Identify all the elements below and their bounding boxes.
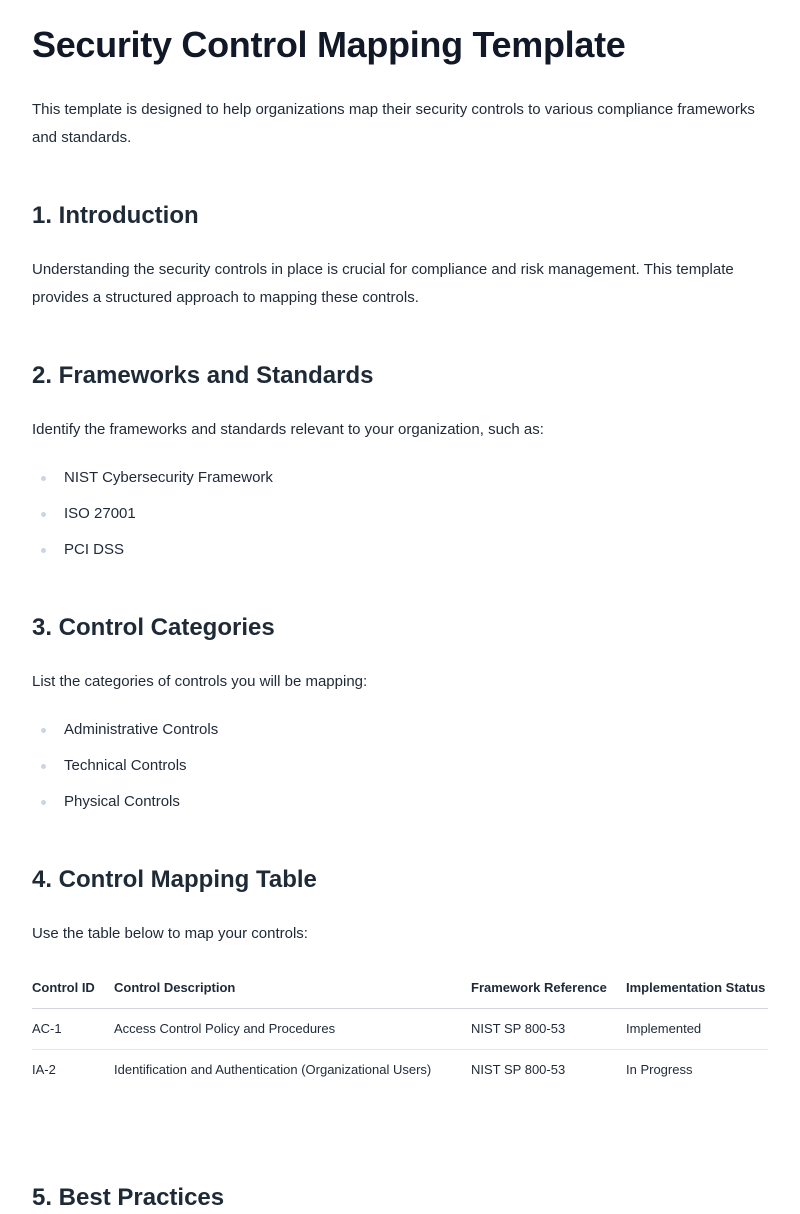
- list-item-label: Physical Controls: [64, 793, 180, 810]
- section-heading-categories: 3. Control Categories: [32, 614, 275, 641]
- categories-list: [32, 712, 768, 820]
- section-heading-best-practices: 5. Best Practices: [32, 1184, 225, 1211]
- bullet-icon: [41, 764, 46, 769]
- list-item: [32, 712, 768, 748]
- column-header-implementation-status: Implementation Status: [626, 976, 768, 1009]
- list-item-label: NIST Cybersecurity Framework: [64, 469, 273, 486]
- frameworks-paragraph: Identify the frameworks and standards relevant to your organization, such as:: [32, 421, 544, 438]
- introduction-paragraph: Understanding the security controls in place is crucial for compliance and risk management. This template provides a structured approach to mapping these controls.: [32, 261, 734, 306]
- list-item: [32, 460, 768, 496]
- list-item: [32, 496, 768, 532]
- list-item-label: Technical Controls: [64, 757, 187, 774]
- list-item: [32, 748, 768, 784]
- section-heading-frameworks: 2. Frameworks and Standards: [32, 362, 374, 389]
- list-item: [32, 532, 768, 568]
- control-mapping-table: [32, 976, 768, 1090]
- frameworks-list: [32, 460, 768, 568]
- column-header-framework-reference: Framework Reference: [471, 976, 626, 1009]
- table-cell-implementation-status: In Progress: [626, 1062, 693, 1077]
- list-item-label: ISO 27001: [64, 505, 136, 522]
- table-cell-control-id: IA-2: [32, 1062, 56, 1077]
- bullet-icon: [41, 728, 46, 733]
- bullet-icon: [41, 548, 46, 553]
- bullet-icon: [41, 800, 46, 805]
- categories-paragraph: List the categories of controls you will be mapping:: [32, 673, 368, 690]
- list-item-label: Administrative Controls: [64, 721, 219, 738]
- table-cell-control-description: Access Control Policy and Procedures: [114, 1009, 471, 1050]
- column-header-control-id: Control ID: [32, 976, 114, 1009]
- bullet-icon: [41, 512, 46, 517]
- table-row: [32, 1009, 768, 1050]
- table-cell-control-description: Identification and Authentication (Organizational Users): [114, 1062, 432, 1077]
- column-header-control-description: Control Description: [114, 976, 471, 1009]
- bullet-icon: [41, 476, 46, 481]
- table-cell-implementation-status: Implemented: [626, 1009, 768, 1050]
- table-row: [32, 1050, 768, 1091]
- intro-paragraph: This template is designed to help organizations map their security controls to various compliance frameworks and standards.: [32, 101, 755, 146]
- table-header-row: [32, 976, 768, 1009]
- table-cell-framework-reference: NIST SP 800-53: [471, 1062, 566, 1077]
- page-title: Security Control Mapping Template: [32, 24, 626, 65]
- table-cell-control-id: AC-1: [32, 1009, 114, 1050]
- section-heading-introduction: 1. Introduction: [32, 202, 199, 229]
- table-cell-framework-reference: NIST SP 800-53: [471, 1009, 626, 1050]
- list-item-label: PCI DSS: [64, 541, 125, 558]
- mapping-table-paragraph: Use the table below to map your controls:: [32, 925, 308, 942]
- section-heading-mapping-table: 4. Control Mapping Table: [32, 866, 317, 893]
- list-item: [32, 784, 768, 820]
